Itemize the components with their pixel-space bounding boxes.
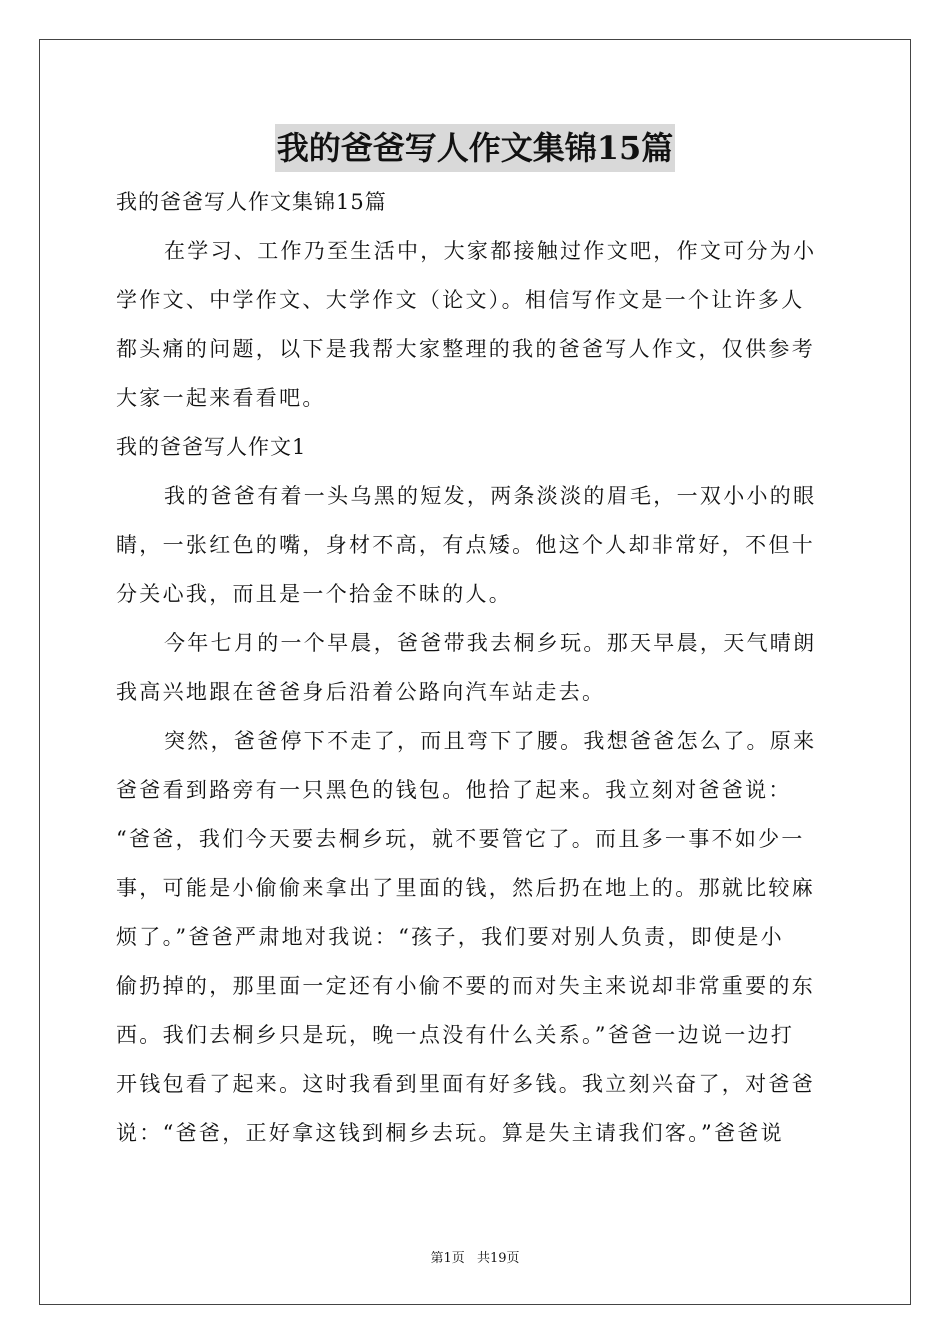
text-line: 我高兴地跟在爸爸身后沿着公路向汽车站走去。 (116, 680, 606, 704)
section-heading: 我的爸爸写人作文集锦15篇 (116, 190, 387, 214)
text-line: 烦了。”爸爸严肃地对我说：“孩子，我们要对别人负责，即使是小 (116, 925, 784, 949)
page-total: 共19页 (476, 1251, 520, 1266)
text-line: 大家一起来看看吧。 (116, 386, 326, 410)
text-line: 都头痛的问题，以下是我帮大家整理的我的爸爸写人作文，仅供参考 (116, 337, 815, 361)
text-line: 学作文、中学作文、大学作文（论文）。相信写作文是一个让许多人 (116, 288, 805, 312)
text-line: 我的爸爸有着一头乌黑的短发，两条淡淡的眉毛，一双小小的眼 (164, 484, 817, 508)
section-heading: 我的爸爸写人作文1 (116, 435, 307, 459)
document-body (116, 178, 834, 1158)
text-line: 睛，一张红色的嘴，身材不高，有点矮。他这个人却非常好，不但十 (116, 533, 815, 557)
document-title: 我的爸爸写人作文集锦15篇 (275, 124, 676, 172)
text-line: 突然，爸爸停下不走了，而且弯下了腰。我想爸爸怎么了。原来 (164, 729, 817, 753)
text-line: 偷扔掉的，那里面一定还有小偷不要的而对失主来说却非常重要的东 (116, 974, 815, 998)
text-line: 分关心我，而且是一个拾金不昧的人。 (116, 582, 513, 606)
text-line: 今年七月的一个早晨，爸爸带我去桐乡玩。那天早晨，天气晴朗 (164, 631, 817, 655)
text-line: 爸爸看到路旁有一只黑色的钱包。他拾了起来。我立刻对爸爸说： (116, 778, 792, 802)
text-line: 在学习、工作乃至生活中，大家都接触过作文吧，作文可分为小 (164, 239, 817, 263)
text-line: 说：“爸爸，正好拿这钱到桐乡去玩。算是失主请我们客。”爸爸说 (116, 1121, 784, 1145)
text-line: 事，可能是小偷偷来拿出了里面的钱，然后扔在地上的。那就比较麻 (116, 876, 815, 900)
text-line: “爸爸，我们今天要去桐乡玩，就不要管它了。而且多一事不如少一 (116, 827, 805, 851)
page-footer (0, 1247, 950, 1266)
text-line: 西。我们去桐乡只是玩，晚一点没有什么关系。”爸爸一边说一边打 (116, 1023, 795, 1047)
title-area (0, 124, 950, 172)
page-number: 第1页 (430, 1251, 465, 1266)
text-line: 开钱包看了起来。这时我看到里面有好多钱。我立刻兴奋了，对爸爸 (116, 1072, 815, 1096)
